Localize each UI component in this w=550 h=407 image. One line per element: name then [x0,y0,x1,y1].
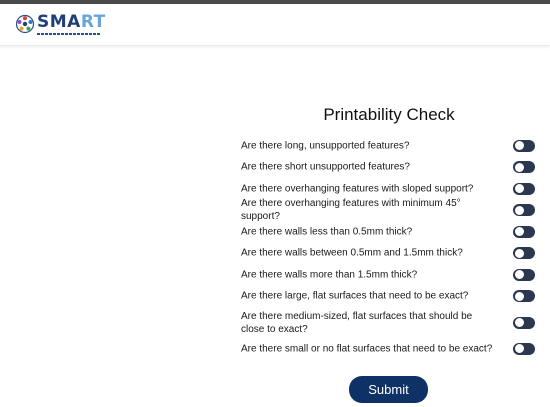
question-toggle[interactable] [513,183,535,195]
logo-word-main: SMA [37,12,81,32]
question-label: Are there small or no flat surfaces that need to be exact? [241,343,493,355]
question-label: Are there walls between 0.5mm and 1.5mm thick? [241,247,463,259]
question-row [241,200,537,222]
toggle-knob [515,344,524,353]
toggle-knob [515,206,524,215]
submit-button[interactable]: Submit [349,376,428,403]
question-toggle[interactable] [513,269,535,281]
question-toggle[interactable] [513,247,535,259]
header [0,4,550,46]
logo-mark-icon [15,14,35,34]
toggle-knob [515,270,524,279]
toggle-knob [515,292,524,301]
logo-wordmark [37,13,106,35]
toggle-knob [515,184,524,193]
question-label: Are there overhanging features with sloped support? [241,183,474,195]
question-toggle[interactable] [513,140,535,152]
question-label: Are there large, flat surfaces that need to be exact? [241,290,469,302]
question-row [241,243,537,265]
logo-tagline [37,33,101,35]
toggle-knob [515,249,524,258]
question-toggle[interactable] [513,290,535,302]
question-row [241,338,537,360]
question-toggle[interactable] [513,317,535,329]
question-toggle[interactable] [513,226,535,238]
question-row [241,264,537,286]
question-label: Are there walls less than 0.5mm thick? [241,226,413,238]
question-list [241,135,537,360]
question-toggle[interactable] [513,204,535,216]
toggle-knob [515,318,524,327]
question-label: Are there overhanging features with minimum 45° support? [241,198,461,223]
toggle-knob [515,163,524,172]
toggle-knob [515,141,524,150]
smart-logo[interactable] [15,13,106,41]
question-row [241,135,537,157]
question-label: Are there long, unsupported features? [241,140,410,152]
question-toggle[interactable] [513,161,535,173]
question-toggle[interactable] [513,343,535,355]
logo-word [37,13,106,31]
logo-word-accent: RT [80,12,106,32]
question-label: Are there medium-sized, flat surfaces that should be close to exact? [241,310,473,335]
form-title: Printability Check [323,105,455,124]
question-label: Are there short unsupported features? [241,161,410,173]
question-row [241,286,537,308]
question-label: Are there walls more than 1.5mm thick? [241,269,418,281]
question-row [241,221,537,243]
toggle-knob [515,227,524,236]
question-row [241,157,537,179]
question-row [241,307,537,338]
